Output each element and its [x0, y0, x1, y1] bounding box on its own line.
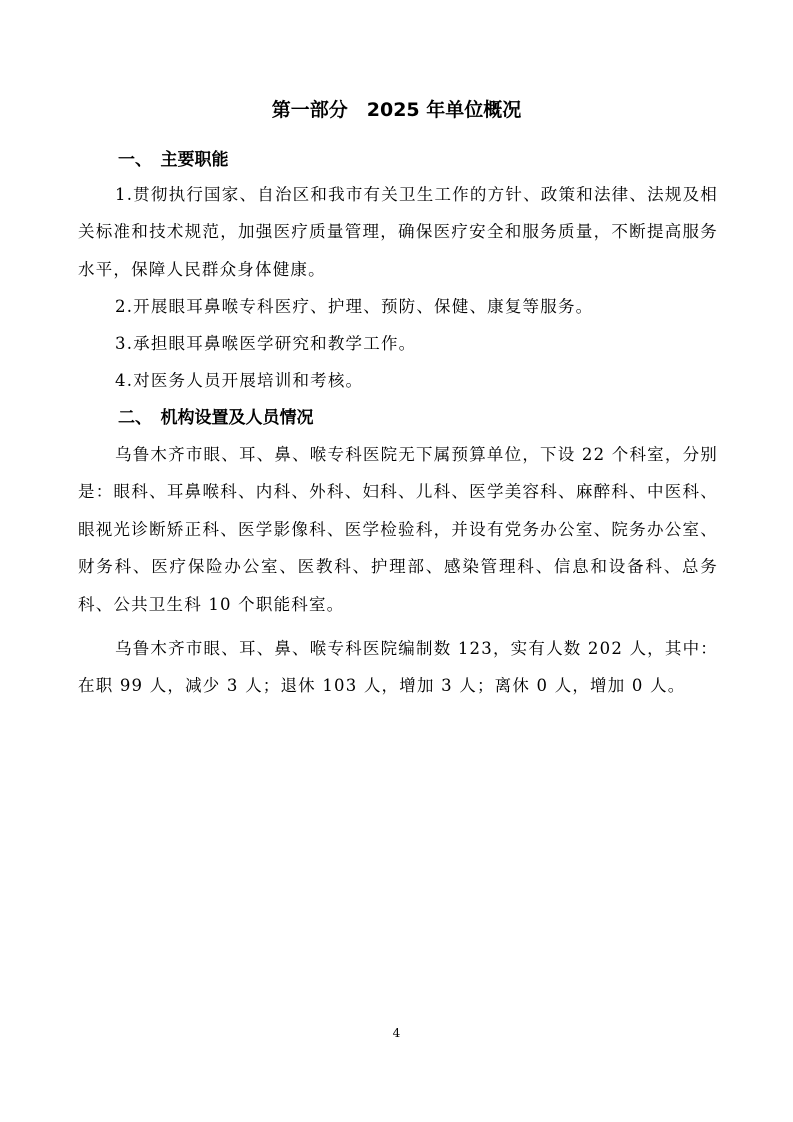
page-number: 4: [392, 1026, 401, 1040]
section-heading-main-functions: 一、 主要职能: [118, 150, 229, 170]
section-heading-organization: 二、 机构设置及人员情况: [118, 408, 314, 428]
paragraph-function-3: 3.承担眼耳鼻喉医学研究和教学工作。: [115, 334, 417, 353]
paragraph-function-1: 1.贯彻执行国家、自治区和我市有关卫生工作的方针、政策和法律、法规及相关标准和技术规范，加强医疗质量管理，确保医疗安全和服务质量，不断提高服务水平，保障人民群众身体健康。: [78, 185, 718, 279]
paragraph-departments: 乌鲁木齐市眼、耳、鼻、喉专科医院无下属预算单位，下设 22 个科室，分别是：眼科、耳鼻喉科、内科、外科、妇科、儿科、医学美容科、麻醉科、中医科、眼视光诊断矫正科、医学影像科、医学检验科，并设有党务办公室、院务办公室、财务科、医疗保险办公室、医教科、护理部、感染管理科、信息和设备科、总务科、公共卫生科 10 个职能科室。: [78, 445, 718, 614]
page-title: 第一部分 2025 年单位概况: [271, 99, 522, 121]
paragraph-staffing: 乌鲁木齐市眼、耳、鼻、喉专科医院编制数 123，实有人数 202 人，其中：在职 99 人，减少 3 人；退休 103 人，增加 3 人；离休 0 人，增加 0 人。: [78, 639, 718, 696]
paragraph-function-4: 4.对医务人员开展培训和考核。: [115, 371, 364, 390]
paragraph-function-2: 2.开展眼耳鼻喉专科医疗、护理、预防、保健、康复等服务。: [115, 297, 594, 316]
